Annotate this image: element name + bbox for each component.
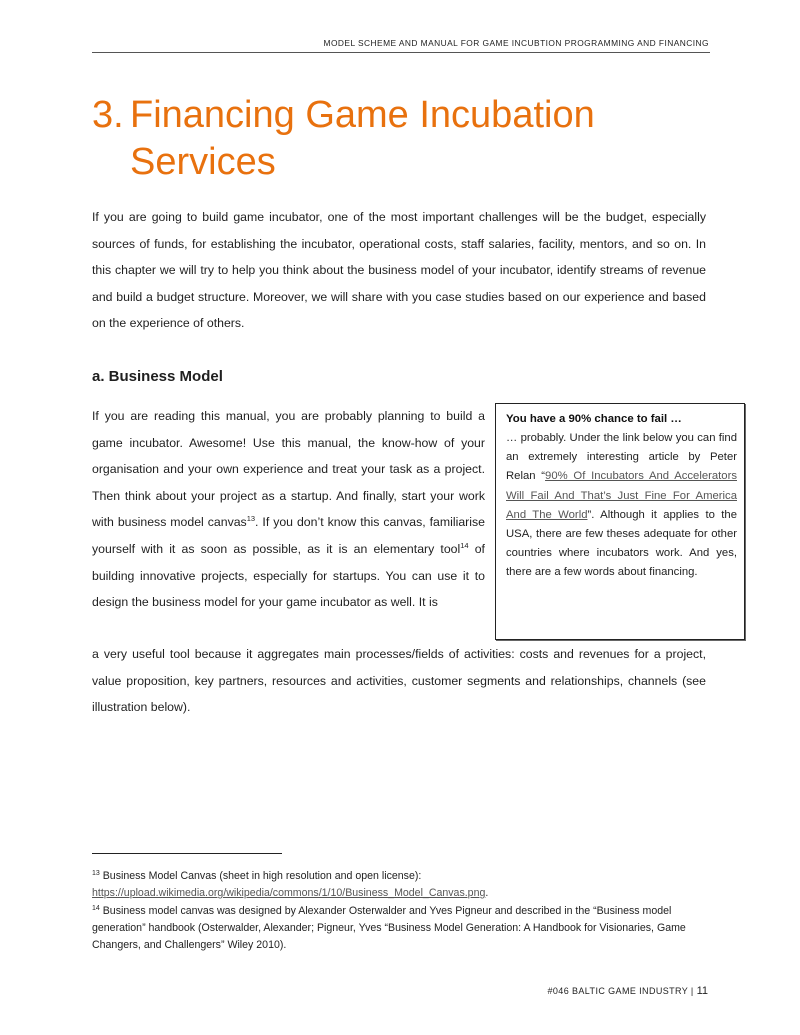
footnote-13-end: . [485,887,489,899]
footnote-separator [92,853,282,854]
article-link[interactable]: 90% Of Incubators And Accelerators Will Fail And That’s Just Fine For America And The World [506,470,737,521]
sidebar-body [506,429,737,583]
footer-publication: #046 BALTIC GAME INDUSTRY | [547,986,697,996]
running-header: MODEL SCHEME AND MANUAL FOR GAME INCUBTION PROGRAMMING AND FINANCING [323,38,709,48]
chapter-title-line-1: Financing Game Incubation [130,94,595,136]
paragraph-part-2: . If you don’t know this canvas, familiarise yourself with it as soon as possible, as it is an elementary tool [92,515,485,556]
continuation-paragraph: a very useful tool because it aggregates main processes/fields of activities: costs and revenues for a project, value proposition, key partners, resources and activities, customer segments and relationships, channels (see illustration below). [92,647,706,715]
chapter-title [92,92,712,186]
page-number: 11 [696,985,708,997]
footnote-14-text: Business model canvas was designed by Alexander Osterwalder and Yves Pigneur and described in the “Business model generation” handbook (Osterwalder, Alexander; Pigneur, Yves “Business Model Generation: A Handbook for Visionaries, Game Changers, and Challengers” Wiley 2010). [92,905,686,951]
footnote-13-link[interactable]: https://upload.wikimedia.org/wikipedia/commons/1/10/Business_Model_Canvas.png [92,887,486,899]
intro-paragraph: If you are going to build game incubator, one of the most important challenges will be the budget, especially sources of funds, for establishing the incubator, operational costs, staff salaries, facility, mentors, and so on. In this chapter we will try to help you think about the business model of your incubator, identify streams of revenue and build a budget structure. Moreover, we will share with you case studies based on our experience and based on the experience of others. [92,210,706,331]
sidebar-box [495,403,745,640]
footnote-ref-13[interactable]: 13 [246,514,256,524]
paragraph-part-3: of building innovative projects, especially for startups. You can use it to design the business model for your game incubator as well. It is [92,541,485,610]
sidebar-text-before: … probably. Under the link below you can find an extremely interesting article by Peter Relan “ [506,432,737,483]
header-rule [92,52,710,53]
chapter-title-line-2: Services [130,141,276,183]
footnote-13-text: Business Model Canvas (sheet in high resolution and open license): [99,870,422,882]
business-model-paragraph [92,403,485,616]
footnote-13 [92,868,722,902]
paragraph-part-1: If you are reading this manual, you are probably planning to build a game incubator. Awesome! Use this manual, the know-how of your organisation and your own experience and treat your task as a project. Then think about your project as a startup. And finally, start your work with business model canvas [92,409,485,530]
footnote-13-number: 13 [92,870,100,877]
section-heading: a. Business Model [92,368,223,385]
footnote-14 [92,903,722,954]
sidebar-text-after: ”. Although it applies to the USA, there are few theses adequate for other countries where incubators work. And yes, there are a few words about financing. [506,508,737,579]
sidebar-title: You have a 90% chance to fail … [506,413,682,425]
chapter-number: 3. [92,94,124,136]
footnote-ref-14[interactable]: 14 [460,540,469,550]
footnote-14-number: 14 [92,905,100,912]
page-footer [400,985,708,997]
